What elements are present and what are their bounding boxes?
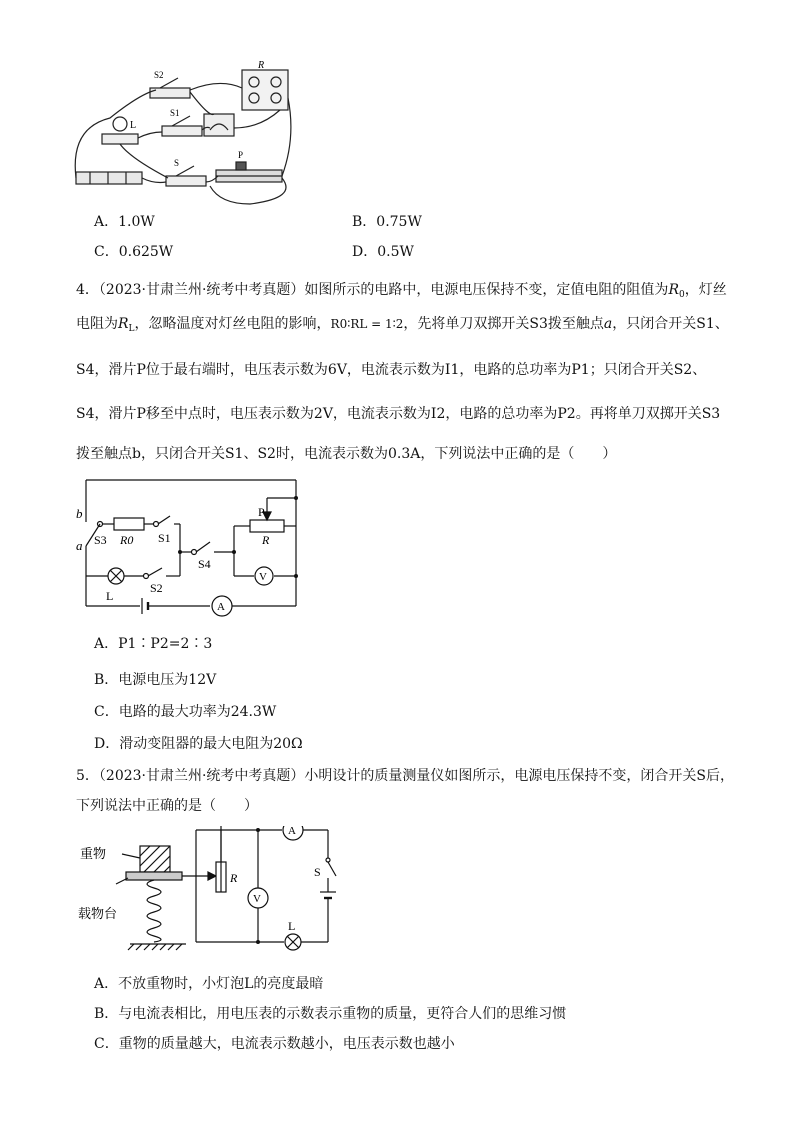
q3-circuit-figure xyxy=(70,58,300,208)
q4-label-p: P xyxy=(258,505,265,519)
q4-stem-line3: S4，滑片P位于最右端时，电压表示数为6V，电流表示数为I1，电路的总功率为P1；只闭合开关S2、 xyxy=(76,362,707,378)
q4-label-s2: S2 xyxy=(150,581,163,595)
q4-label-s3: S3 xyxy=(94,533,107,547)
q3-label-P: P xyxy=(238,150,244,160)
q4-label-a: a xyxy=(76,538,83,553)
q3-label-S2: S2 xyxy=(154,70,164,80)
q4-line2-point-a: a xyxy=(603,316,613,332)
q4-line2-rl-sub: L xyxy=(128,324,135,334)
q3-option-a: A．1.0W xyxy=(94,214,155,230)
q5-circuit-diagram xyxy=(76,826,346,956)
q4-label-r: R xyxy=(262,533,270,547)
q4-stem-line5: 拨至触点b，只闭合开关S1、S2时，电流表示数为0.3A，下列说法中正确的是（ ） xyxy=(76,446,617,462)
q5-stem-line2: 下列说法中正确的是（ ） xyxy=(76,798,258,814)
q5-option-a: A．不放重物时，小灯泡L的亮度最暗 xyxy=(94,976,324,992)
q4-stem-line2 xyxy=(76,314,729,339)
q4-option-d: D．滑动变阻器的最大电阻为20Ω xyxy=(94,736,303,752)
q3-label-L: L xyxy=(130,120,137,131)
q4-option-b: B．电源电压为12V xyxy=(94,672,217,688)
q5-option-b: B．与电流表相比，用电压表的示数表示重物的质量，更符合人们的思维习惯 xyxy=(94,1006,567,1022)
q4-label-b: b xyxy=(76,506,83,521)
q4-line1-text-a: 4．（2023·甘肃兰州·统考中考真题）如图所示的电路中，电源电压保持不变，定值电阻的阻值为 xyxy=(76,282,669,298)
q4-option-c: C．电路的最大功率为24.3W xyxy=(94,704,277,720)
q3-label-S: S xyxy=(174,158,180,168)
q4-line1-text-b: ，灯丝 xyxy=(684,282,727,298)
q4-line1-r0-sub: 0 xyxy=(678,290,685,300)
q5-label-r: R xyxy=(230,871,238,885)
q4-ammeter-a: A xyxy=(217,601,225,613)
q4-line2-ratio: R0∶RL = 1∶2 xyxy=(330,317,404,331)
q5-label-s: S xyxy=(314,865,321,879)
q4-label-s4: S4 xyxy=(198,557,211,571)
q4-line2-text-d: ，只闭合开关S1、 xyxy=(612,316,729,332)
q5-option-c: C．重物的质量越大，电流表示数越小，电压表示数也越小 xyxy=(94,1036,455,1052)
q5-label-platform: 载物台 xyxy=(78,906,118,921)
q5-ammeter-a: A xyxy=(288,826,296,837)
q3-label-R: R xyxy=(258,60,265,71)
q4-stem-line1 xyxy=(76,280,727,305)
q4-label-r0: R0 xyxy=(120,533,134,547)
q5-label-weight: 重物 xyxy=(80,846,107,861)
q4-stem-line4: S4，滑片P移至中点时，电压表示数为2V，电流表示数为I2，电路的总功率为P2。再将单刀双掷开关S3 xyxy=(76,406,721,422)
q4-circuit-diagram xyxy=(70,476,310,622)
q5-label-l: L xyxy=(288,919,296,933)
q5-stem-line1: 5．（2023·甘肃兰州·统考中考真题）小明设计的质量测量仪如图所示，电源电压保持不变，闭合开关S后， xyxy=(76,768,735,784)
q5-voltmeter-v: V xyxy=(253,893,261,905)
q4-label-l: L xyxy=(106,589,114,603)
q3-option-b: B．0.75W xyxy=(352,214,422,230)
q3-label-S1: S1 xyxy=(170,108,180,118)
q4-line2-text-b: ，忽略温度对灯丝电阻的影响， xyxy=(134,316,331,332)
q4-line2-text-a: 电阻为 xyxy=(76,316,118,332)
q3-option-c: C．0.625W xyxy=(94,244,174,260)
q4-line2-text-c: ，先将单刀双掷开关S3拨至触点 xyxy=(403,316,604,332)
q4-line1-r0: R xyxy=(668,282,679,298)
q4-voltmeter-v: V xyxy=(259,571,267,583)
q4-option-a: A．P1∶P2=2∶3 xyxy=(94,636,213,652)
q3-option-d: D．0.5W xyxy=(352,244,414,260)
q4-line2-rl: R xyxy=(118,316,129,332)
q4-label-s1: S1 xyxy=(158,531,171,545)
